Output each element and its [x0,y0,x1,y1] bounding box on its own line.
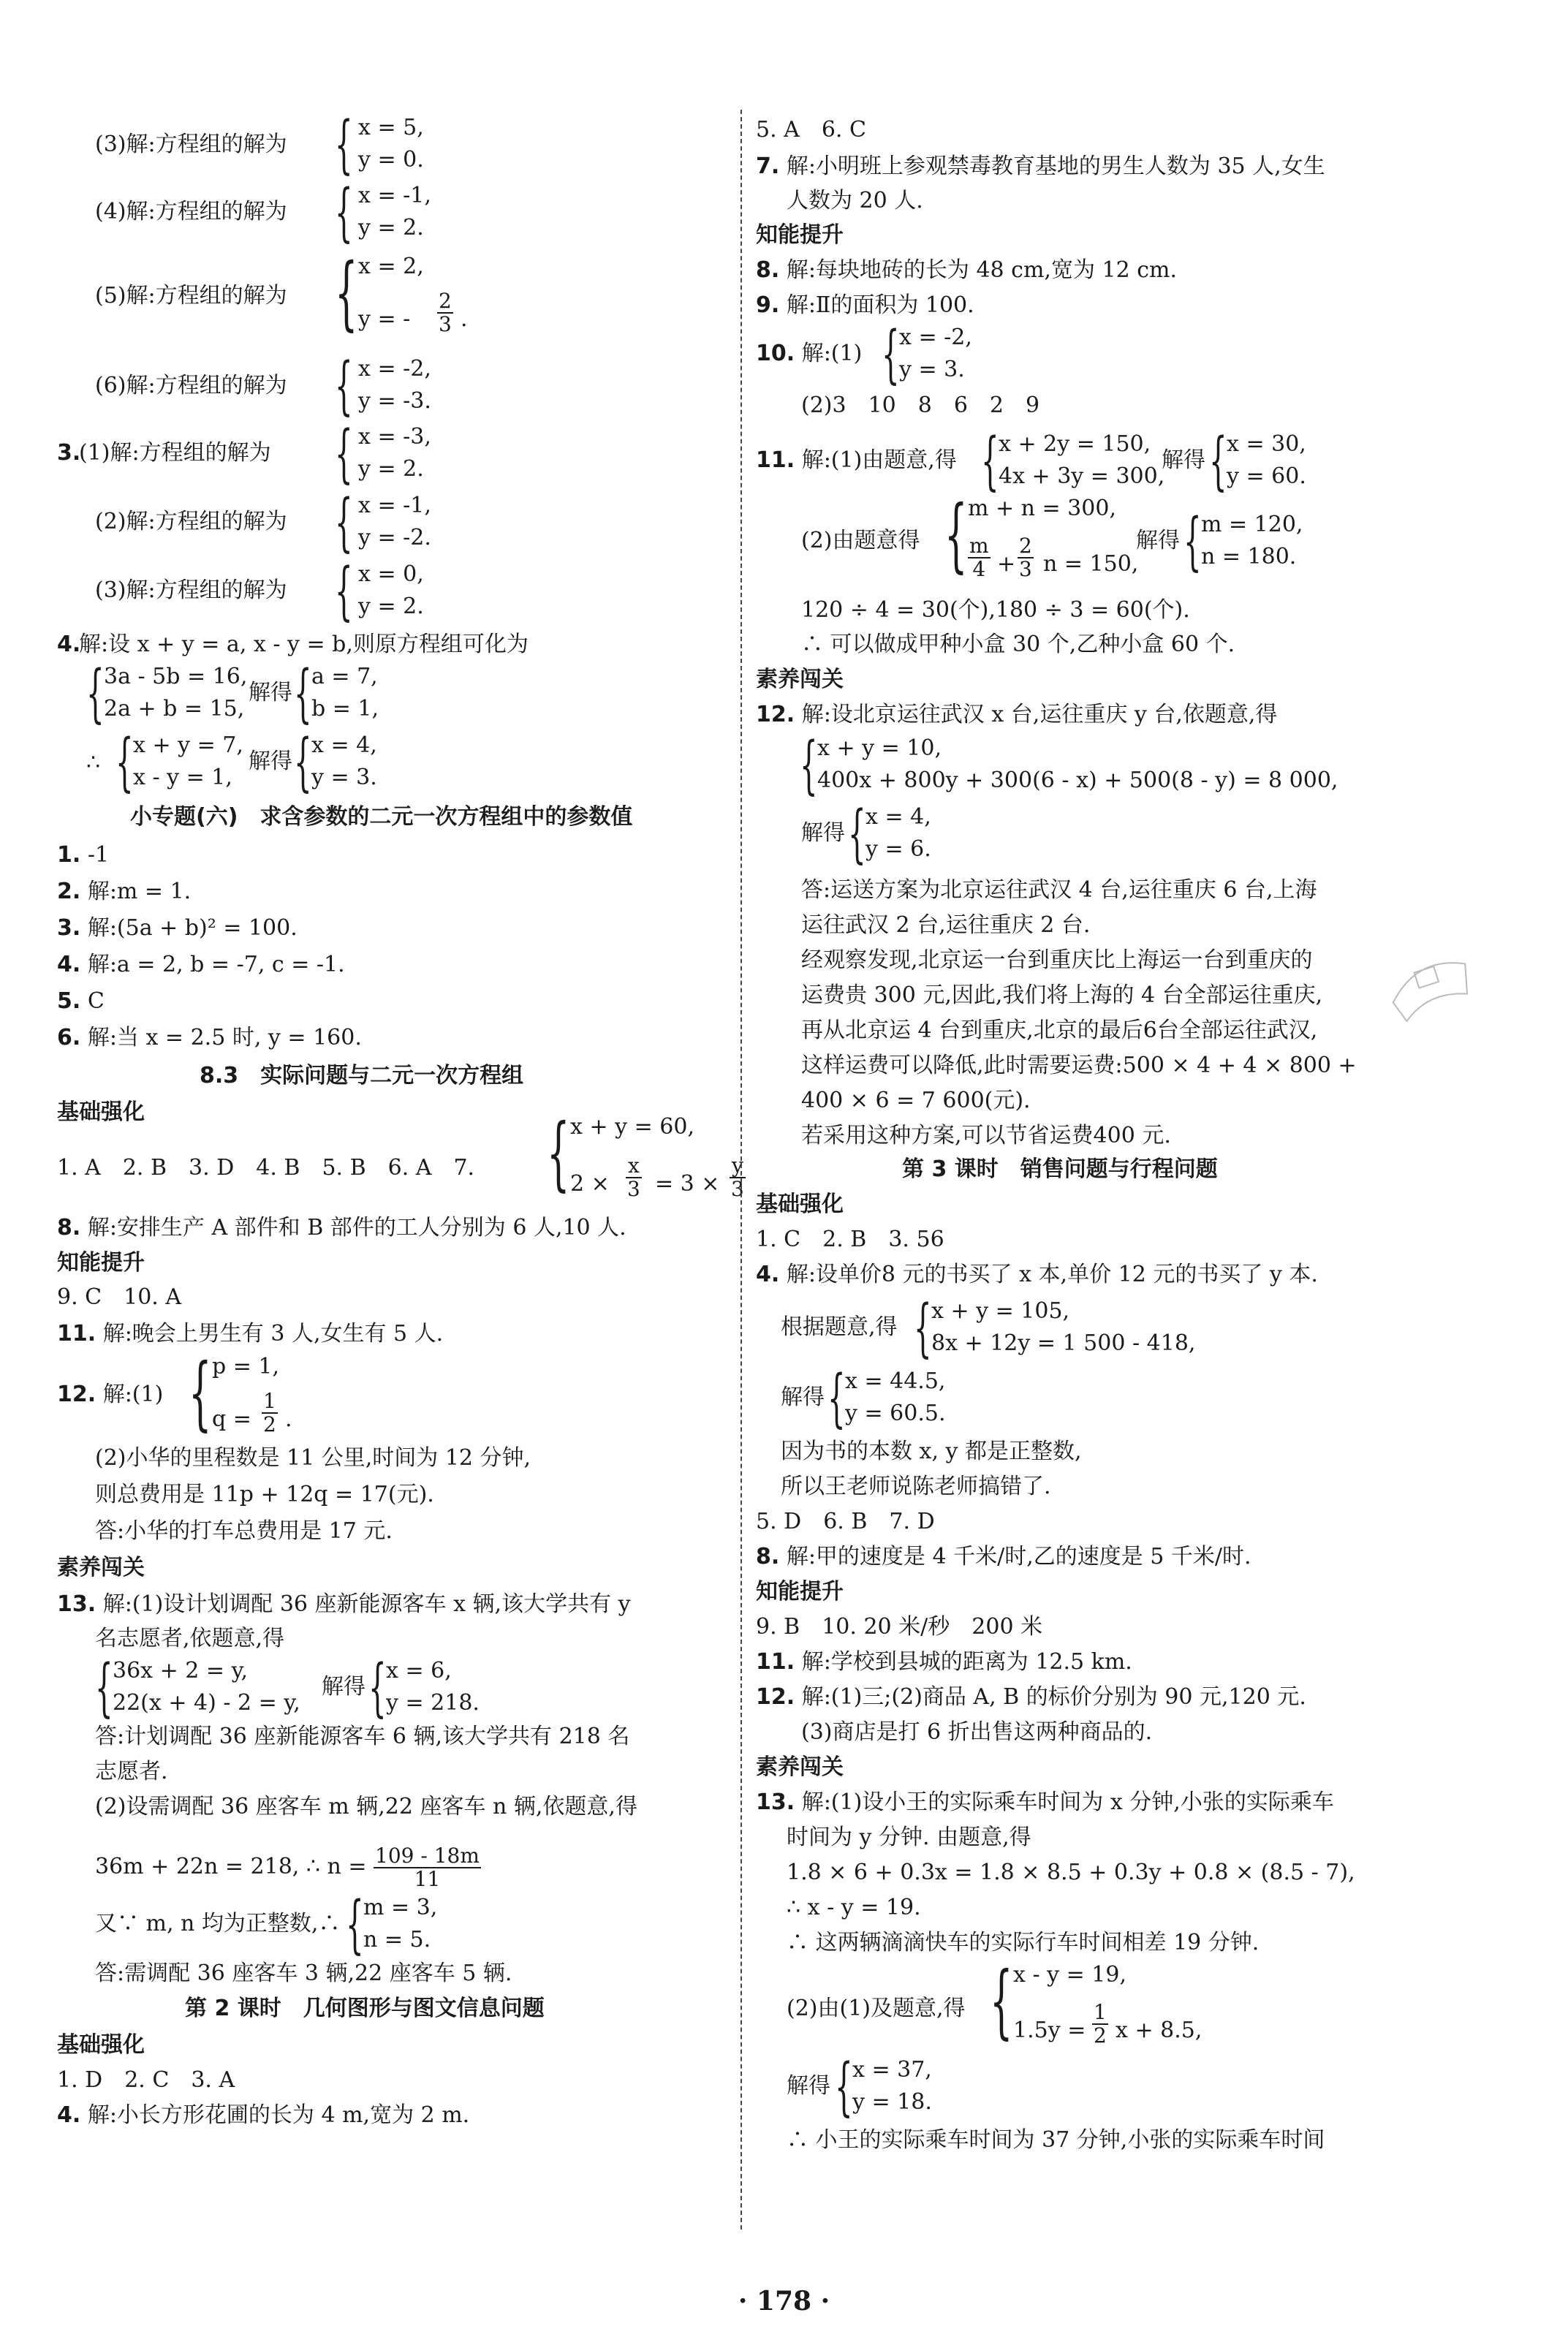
answer-line: 经观察发现,北京运一台到重庆比上海运一台到重庆的 [801,947,1313,973]
answer-line: 答:需调配 36 座客车 3 辆,22 座客车 5 辆. [95,1961,512,1986]
answer-line: ∴ 小王的实际乘车时间为 37 分钟,小张的实际乘车时间 [787,2127,1325,2153]
answer-line: 400 × 6 = 7 600(元). [801,1088,1031,1113]
answer-line: 9. 解:Ⅱ的面积为 100. [756,292,974,318]
answer-line: (2)3 10 8 6 2 9 [801,393,1040,418]
solve-label: 解得 [1162,447,1205,473]
answer-line: 解:设 x + y = a, x - y = b,则原方程组可化为 [79,632,529,657]
column-divider [741,110,742,2230]
answer-line: (2)设需调配 36 座客车 m 辆,22 座客车 n 辆,依题意,得 [95,1794,637,1819]
answer-line: 若采用这种方案,可以节省运费400 元. [801,1123,1171,1148]
subsection-heading: 基础强化 [57,2032,145,2058]
answer-line: 11. 解:晚会上男生有 3 人,女生有 5 人. [57,1321,444,1346]
subsection-heading: 知能提升 [756,1579,844,1605]
answer-line: 根据题意,得 [781,1314,898,1340]
faint-stamp-mark [1373,933,1486,1032]
answer-line: 3. 解:(5a + b)² = 100. [57,915,298,941]
answer-line: 120 ÷ 4 = 30(个),180 ÷ 3 = 60(个). [801,597,1190,623]
answer-line: 1. A 2. B 3. D 4. B 5. B 6. A 7. [57,1155,475,1181]
answer-line: 1. C 2. B 3. 56 [756,1227,944,1252]
answer-line: 答:运送方案为北京运往武汉 4 台,运往重庆 6 台,上海 [801,877,1317,903]
answer-line: 36m + 22n = 218, ∴ n = $\frac{109 - 18m}{11}$ [95,1844,480,1891]
solve-label: 解得 [801,820,845,846]
answer-line: (2)由题意得 [801,528,920,553]
answer-line: 8. 解:每块地砖的长为 48 cm,宽为 12 cm. [756,257,1177,283]
answer-line: 1.8 × 6 + 0.3x = 1.8 × 8.5 + 0.3y + 0.8 × (8.5 - 7), [787,1860,1355,1885]
answer-line: ∴ 可以做成甲种小盒 30 个,乙种小盒 60 个. [801,632,1235,657]
answer-line: 所以王老师说陈老师搞错了. [781,1474,1051,1499]
question-number: 3. [57,440,81,466]
answer-line: 4. 解:设单价8 元的书买了 x 本,单价 12 元的书买了 y 本. [756,1262,1318,1287]
answer-line: 12. 解:设北京运往武汉 x 台,运往重庆 y 台,依题意,得 [756,702,1278,727]
solve-label: 解得 [249,749,292,774]
solve-label: 解得 [781,1385,825,1410]
answer-line: 运费贵 300 元,因此,我们将上海的 4 台全部运往重庆, [801,982,1323,1008]
subsection-heading: 素养闯关 [57,1555,145,1580]
answer-line: (1)解:方程组的解为 [79,440,271,466]
subsection-heading: 素养闯关 [756,1754,844,1780]
answer-line: (4)解:方程组的解为 [95,199,287,224]
subsection-heading: 基础强化 [57,1099,145,1125]
answer-line: 则总费用是 11p + 12q = 17(元). [95,1482,434,1507]
section-title: 小专题(六) 求含参数的二元一次方程组中的参数值 [130,804,633,830]
answer-line: (3)商店是打 6 折出售这两种商品的. [801,1719,1153,1745]
answer-line: 9. B 10. 20 米/秒 200 米 [756,1614,1043,1640]
subsection-heading: 素养闯关 [756,667,844,692]
answer-line: 1. D 2. C 3. A [57,2067,235,2093]
answer-line: 6. 解:当 x = 2.5 时, y = 160. [57,1025,362,1050]
answer-line: (3)解:方程组的解为 [95,577,287,603]
solve-label: 解得 [787,2073,830,2099]
subsection-heading: 知能提升 [57,1250,145,1276]
question-number: 4. [57,632,81,657]
answer-line: 人数为 20 人. [787,188,923,213]
answer-line: 志愿者. [95,1759,168,1784]
solve-label: 解得 [249,680,292,705]
answer-line: 4. 解:a = 2, b = -7, c = -1. [57,952,345,977]
answer-line: 1. -1 [57,842,110,868]
section-title: 第 2 课时 几何图形与图文信息问题 [185,1996,545,2021]
answer-line: 答:小华的打车总费用是 17 元. [95,1518,393,1544]
answer-line: (2)小华的里程数是 11 公里,时间为 12 分钟, [95,1445,531,1471]
answer-line: 名志愿者,依题意,得 [95,1626,285,1651]
section-title: 第 3 课时 销售问题与行程问题 [902,1156,1218,1182]
answer-line: 这样运费可以降低,此时需要运费:500 × 4 + 4 × 800 + [801,1053,1357,1078]
solve-label: 解得 [1136,528,1180,553]
answer-line: 5. A 6. C [756,117,866,143]
answer-line: ∴ 这两辆滴滴快车的实际行车时间相差 19 分钟. [787,1930,1260,1955]
answer-line: (2)解:方程组的解为 [95,509,287,534]
answer-line: (6)解:方程组的解为 [95,373,287,398]
answer-line: 13. 解:(1)设小王的实际乘车时间为 x 分钟,小张的实际乘车 [756,1789,1334,1815]
answer-line: 5. C [57,988,105,1014]
answer-line: (3)解:方程组的解为 [95,132,287,157]
therefore-symbol: ∴ [86,750,101,776]
answer-line: 12. 解:(1) [57,1382,164,1407]
answer-line: (2)由(1)及题意,得 [787,1996,966,2021]
answer-line: 运往武汉 2 台,运往重庆 2 台. [801,912,1091,938]
page-number: · 178 · [738,2286,830,2317]
answer-line: 10. 解:(1) [756,341,863,366]
answer-line: 再从北京运 4 台到重庆,北京的最后6台全部运往武汉, [801,1018,1318,1043]
answer-line: 7. 解:小明班上参观禁毒教育基地的男生人数为 35 人,女生 [756,154,1325,179]
section-title: 8.3 实际问题与二元一次方程组 [200,1063,524,1088]
answer-line: 13. 解:(1)设计划调配 36 座新能源客车 x 辆,该大学共有 y [57,1591,631,1617]
subsection-heading: 知能提升 [756,222,844,248]
answer-line: 时间为 y 分钟. 由题意,得 [787,1825,1031,1850]
answer-line: 9. C 10. A [57,1284,182,1310]
answer-line: 11. 解:学校到县城的距离为 12.5 km. [756,1649,1132,1675]
answer-line: 12. 解:(1)三;(2)商品 A, B 的标价分别为 90 元,120 元. [756,1684,1306,1710]
answer-line: 2. 解:m = 1. [57,879,192,904]
answer-line: 答:计划调配 36 座新能源客车 6 辆,该大学共有 218 名 [95,1724,630,1749]
answer-line: 11. 解:(1)由题意,得 [756,447,957,473]
subsection-heading: 基础强化 [756,1192,844,1217]
answer-line: 4. 解:小长方形花圃的长为 4 m,宽为 2 m. [57,2102,470,2128]
answer-line: 又∵ m, n 均为正整数,∴ [95,1911,341,1936]
answer-line: 因为书的本数 x, y 都是正整数, [781,1439,1082,1464]
answer-line: 8. 解:安排生产 A 部件和 B 部件的工人分别为 6 人,10 人. [57,1215,626,1241]
answer-line: ∴ x - y = 19. [787,1895,921,1920]
answer-line: 5. D 6. B 7. D [756,1509,935,1534]
answer-line: 8. 解:甲的速度是 4 千米/时,乙的速度是 5 千米/时. [756,1544,1251,1569]
solve-label: 解得 [322,1674,366,1700]
answer-line: (5)解:方程组的解为 [95,283,287,308]
